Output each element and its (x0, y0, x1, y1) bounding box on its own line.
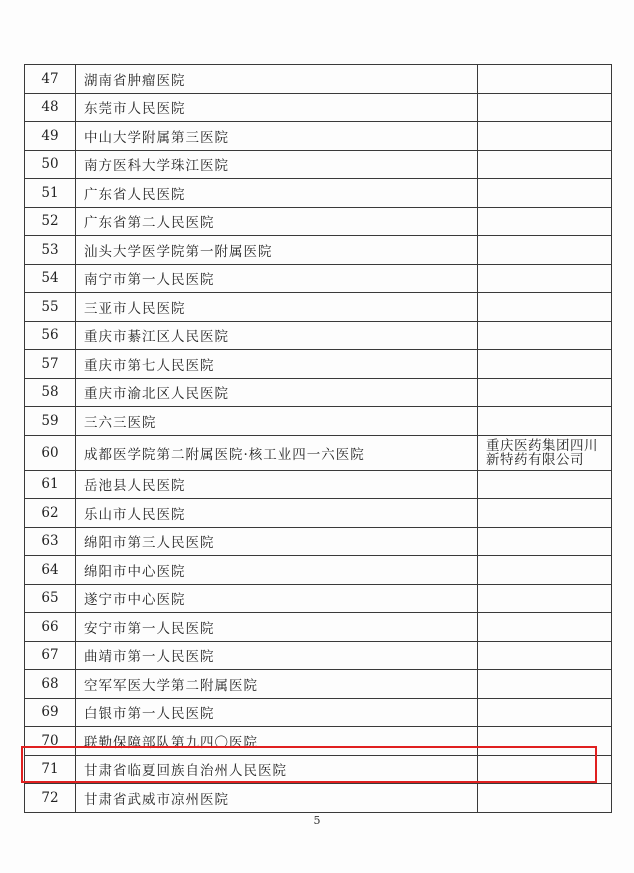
table-row (25, 584, 612, 613)
row-number: 49 (25, 122, 76, 151)
hospital-name: 安宁市第一人民医院 (76, 613, 478, 642)
table-row (25, 407, 612, 436)
supplier-note (478, 207, 612, 236)
hospital-name: 白银市第一人民医院 (76, 698, 478, 727)
row-number: 61 (25, 470, 76, 499)
hospital-name: 重庆市第七人民医院 (76, 350, 478, 379)
supplier-note (478, 584, 612, 613)
table-row (25, 727, 612, 756)
hospital-name: 甘肃省临夏回族自治州人民医院 (76, 755, 478, 784)
supplier-note (478, 613, 612, 642)
hospital-table-body (25, 65, 612, 813)
supplier-note (478, 407, 612, 436)
hospital-name: 曲靖市第一人民医院 (76, 641, 478, 670)
supplier-note (478, 755, 612, 784)
table-row (25, 698, 612, 727)
row-number: 65 (25, 584, 76, 613)
supplier-note (478, 527, 612, 556)
table-row (25, 435, 612, 470)
table-row (25, 207, 612, 236)
hospital-name: 岳池县人民医院 (76, 470, 478, 499)
supplier-note (478, 556, 612, 585)
supplier-note (478, 784, 612, 813)
supplier-note (478, 65, 612, 94)
row-number: 56 (25, 321, 76, 350)
row-number: 64 (25, 556, 76, 585)
hospital-name: 遂宁市中心医院 (76, 584, 478, 613)
hospital-name: 三亚市人民医院 (76, 293, 478, 322)
supplier-note (478, 499, 612, 528)
hospital-name: 绵阳市中心医院 (76, 556, 478, 585)
hospital-table (24, 64, 612, 813)
row-number: 55 (25, 293, 76, 322)
row-number: 51 (25, 179, 76, 208)
hospital-name: 空军军医大学第二附属医院 (76, 670, 478, 699)
table-row (25, 321, 612, 350)
row-number: 47 (25, 65, 76, 94)
hospital-name: 重庆市渝北区人民医院 (76, 378, 478, 407)
supplier-note (478, 236, 612, 265)
hospital-name: 乐山市人民医院 (76, 499, 478, 528)
row-number: 71 (25, 755, 76, 784)
hospital-name: 汕头大学医学院第一附属医院 (76, 236, 478, 265)
hospital-name: 甘肃省武威市凉州医院 (76, 784, 478, 813)
row-number: 60 (25, 435, 76, 470)
hospital-name: 广东省人民医院 (76, 179, 478, 208)
supplier-note (478, 470, 612, 499)
row-number: 62 (25, 499, 76, 528)
table-row (25, 179, 612, 208)
table-row (25, 556, 612, 585)
supplier-note (478, 293, 612, 322)
row-number: 59 (25, 407, 76, 436)
table-row (25, 293, 612, 322)
table-row (25, 613, 612, 642)
row-number: 68 (25, 670, 76, 699)
supplier-note (478, 122, 612, 151)
row-number: 72 (25, 784, 76, 813)
supplier-note (478, 264, 612, 293)
supplier-note (478, 150, 612, 179)
hospital-name: 南宁市第一人民医院 (76, 264, 478, 293)
row-number: 57 (25, 350, 76, 379)
row-number: 54 (25, 264, 76, 293)
table-row (25, 93, 612, 122)
row-number: 53 (25, 236, 76, 265)
table-row (25, 670, 612, 699)
table-row (25, 378, 612, 407)
table-row (25, 641, 612, 670)
table-row (25, 470, 612, 499)
supplier-note (478, 698, 612, 727)
hospital-name: 联勤保障部队第九四〇医院 (76, 727, 478, 756)
supplier-note: 重庆医药集团四川新特药有限公司 (478, 435, 612, 470)
table-row (25, 784, 612, 813)
hospital-name: 湖南省肿瘤医院 (76, 65, 478, 94)
row-number: 58 (25, 378, 76, 407)
hospital-name: 三六三医院 (76, 407, 478, 436)
supplier-note (478, 727, 612, 756)
table-row (25, 350, 612, 379)
table-row (25, 264, 612, 293)
table-row (25, 499, 612, 528)
row-number: 50 (25, 150, 76, 179)
page-number: 5 (313, 814, 321, 827)
row-number: 48 (25, 93, 76, 122)
table-row (25, 122, 612, 151)
supplier-note (478, 93, 612, 122)
table-row (25, 150, 612, 179)
supplier-note (478, 350, 612, 379)
supplier-note (478, 321, 612, 350)
hospital-name: 绵阳市第三人民医院 (76, 527, 478, 556)
table-row (25, 65, 612, 94)
row-number: 66 (25, 613, 76, 642)
row-number: 67 (25, 641, 76, 670)
supplier-note (478, 641, 612, 670)
supplier-note (478, 179, 612, 208)
table-row (25, 755, 612, 784)
row-number: 63 (25, 527, 76, 556)
hospital-name: 中山大学附属第三医院 (76, 122, 478, 151)
table-row (25, 236, 612, 265)
hospital-name: 成都医学院第二附属医院·核工业四一六医院 (76, 435, 478, 470)
row-number: 70 (25, 727, 76, 756)
row-number: 69 (25, 698, 76, 727)
hospital-name: 重庆市綦江区人民医院 (76, 321, 478, 350)
hospital-name: 东莞市人民医院 (76, 93, 478, 122)
table-row (25, 527, 612, 556)
supplier-note (478, 670, 612, 699)
hospital-name: 广东省第二人民医院 (76, 207, 478, 236)
row-number: 52 (25, 207, 76, 236)
hospital-name: 南方医科大学珠江医院 (76, 150, 478, 179)
supplier-note (478, 378, 612, 407)
